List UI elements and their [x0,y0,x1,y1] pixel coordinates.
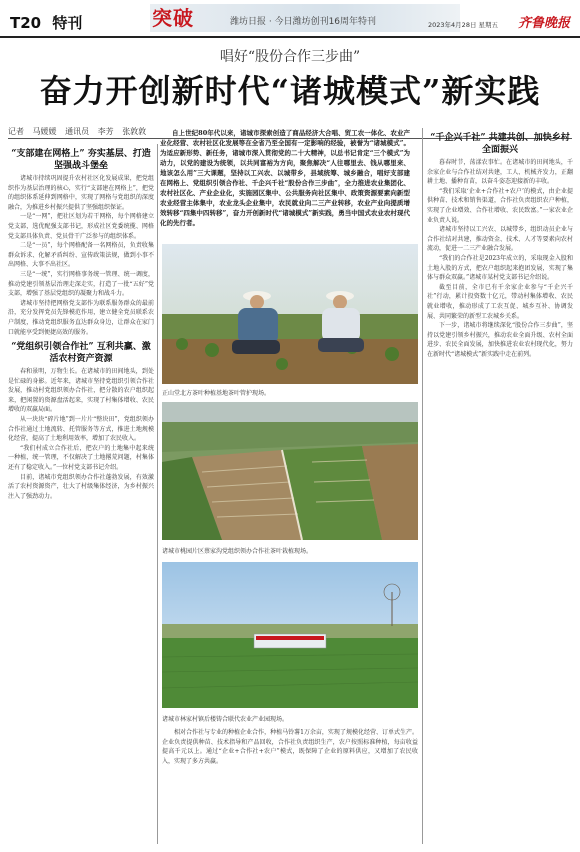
middle-bottom-column [162,728,418,846]
section-title-3: “千企兴千社” 共建共创、加快乡村全面振兴 [430,133,570,155]
photo-industrial-park [162,562,418,708]
paragraph: 相对合作社与专业的种植企业合作，种植马铃薯1万余亩，实现了规模化经营、订单式生产。企业负责提供种苗、技术指导和产品回收，合作社负责组织生产，农户按照标准种植，每亩收益提高千元以上。通过“企业+合作社+农户”模式，既保障了企业的原料供应，又增加了农民收入，实现了多方共赢。 [162,729,418,765]
special-issue-subtitle: 潍坊日报 · 今日潍坊创刊16周年特刊 [230,17,377,27]
photo-caption-3: 诸城市林家村镇后楼铸合联代农业产业园现场。 [162,716,289,723]
paragraph: 从一块块“碎片地”到一片片“整块田”，党组织领办合作社通过土地流转、托管服务等方式，推进土地规模化经营，提高了土地利用效率，增加了农民收入。 [8,416,154,443]
paragraph: 目前，诸城市党组织领办合作社蓬勃发展，有效激活了农村资源资产，壮大了村级集体经济，为乡村振兴注入了强劲动力。 [8,473,154,500]
paragraph: 一是“一网”，把社区划为若干网格，每个网格建立党支部，选优配强支部书记，形成社区党委统揽、网格党支部具体负责、党员骨干广泛参与的组织体系。 [8,213,154,240]
section-title-1: “支部建在网格上” 夯实基层、打造坚强战斗堡垒 [11,149,151,171]
paragraph: 诸城市坚持把网格党支部作为联系服务群众的最前沿，充分发挥党员先锋模范作用，建立健全党员联系农户制度，推动党组织服务直达群众身边，让群众在家门口就能享受到便捷高效的服务。 [8,299,154,336]
page-number: T20 [10,14,42,32]
column-divider [422,128,423,844]
paragraph: 诸城市坚持以工兴农、以城带乡，组织动员企业与合作社结对共建，推动资金、技术、人才等要素向农村流动，促进一二三产业融合发展。 [427,226,573,253]
section-name: 特刊 [52,14,83,32]
photo-caption-1: 正山堂北方茶叶种植基地茶叶管护现场。 [162,390,271,397]
photo-caption-2: 诸城市桃园片区蔡家沟党组织领办合作社茶叶栽植现场。 [162,548,313,555]
paragraph: 截至目前，全市已有千余家企业参与“千企兴千社”行动，累计投资数十亿元，带动村集体增收、农民就业增收，推动形成了工农互促、城乡互补、协调发展、共同繁荣的新型工农城乡关系。 [427,283,573,320]
section-title-2: “党组织引领合作社” 互利共赢、激活农村资产资源 [11,342,151,365]
lead-paragraph: 自上世纪80年代以来，诸城市探索创造了商品经济大合唱、贸工农一体化、农业产业化经营、农村社区化发展等在全省乃至全国有一定影响的经验，被誉为“诸城模式”。为适应新形势、新任务，诸城市深入贯彻党的二十大精神，以总书记肯定“三个模式”为动力，以党的建设为统领，以共同富裕为方向，聚焦解决“人往哪里去、钱从哪里来、地该怎么用”三大课题，坚持以工兴农、以城带乡，县域统筹、城乡融合，唱好支部建在网格上、党组织引领合作社、千企兴千社“股份合作三步曲”，全力推进农业集团化、农村社区化、产业企业化，实施园区集中、公共服务向社区集中、政策资源要素向新型农业经营主体集中，农业龙头企业集中，农民就业向二三产业转移，农业产业向提质增效转移“四集中四转移”，奋力开创新时代“诸城模式”新实践，勇当中国式农业农村现代化的先行者。 [160,129,410,227]
photo-aerial-fields [162,402,418,540]
newspaper-brand: 齐鲁晚报 [517,16,570,31]
issue-date: 2023年4月28日 星期五 [428,21,499,29]
paragraph: 三是“一统”，实行网格事务统一管理、统一调度，推动党建引领基层治理走深走实，打造了一批“五好”党支部，增强了基层党组织的凝聚力和战斗力。 [8,270,154,298]
special-issue-logo: 突破 [152,6,194,30]
column-divider [157,144,158,844]
paragraph: 下一步，诸城市将继续深化“股份合作三步曲”，坚持以党建引领乡村振兴，推动农业全面升级、农村全面进步、农民全面发展，加快推进农业农村现代化，努力在新时代“诸城模式”新实践中走在前列。 [427,322,573,358]
page-header [0,0,580,38]
paragraph: “我们村成立合作社后，把农户的土地集中起来统一种植，统一管理，不仅解决了土地撂荒问题，村集体还有了稳定收入。”一位村党支部书记介绍。 [8,444,154,472]
right-column [427,128,573,846]
paragraph: “我们的合作社是2023年成立的，采取现金入股和土地入股的方式，把农户组织起来抱团发展，实现了集体与群众双赢。”诸城市某村党支部书记介绍说。 [427,254,573,282]
paragraph: 诸城市持续巩固提升农村社区化发展成果，把党组织作为基层治理的核心，实行“支部建在网格上”，把党的组织体系延伸到网格中，实现了网格与党组织的深度融合，为推进乡村振兴提供了坚强组织保证。 [8,175,154,211]
article-headline: 奋力开创新时代“诸城模式”新实践 [39,72,541,110]
paragraph: 二是“一员”，每个网格配备一名网格员，负责收集群众诉求、化解矛盾纠纷、宣传政策法规，做到小事不出网格、大事不出社区。 [8,242,154,269]
paragraph: 暮春时节，荡漾农事忙。在诸城市的田间地头，千余家企业与合作社结对共建，工人、机械齐发力，正翻耕土地、播种育苗，以奋斗姿态迎接新的丰收。 [427,159,573,186]
page-number-section [10,12,82,33]
paragraph: “我们采取‘企业+合作社+农户’的模式，由企业提供种苗、技术和销售渠道，合作社负责组织农户种植，实现了企业增效、合作社增收、农民致富。”一家农业企业负责人说。 [427,187,573,224]
left-column [8,144,154,846]
photo-tea-workers [162,244,418,384]
paragraph: 春和景明，万物生长。在诸城市的田间地头，到处是忙碌的身影。近年来，诸城市坚持党组织引领合作社发展，推动村党组织领办合作社，把分散的农户组织起来，把闲置的资源盘活起来，实现了村集体增收、农民增收的双赢局面。 [8,368,154,414]
article-kicker: 唱好“股份合作三步曲” [219,49,361,65]
byline: 记者 马媛媛 通讯员 李芳 张敦敦 [8,127,147,136]
